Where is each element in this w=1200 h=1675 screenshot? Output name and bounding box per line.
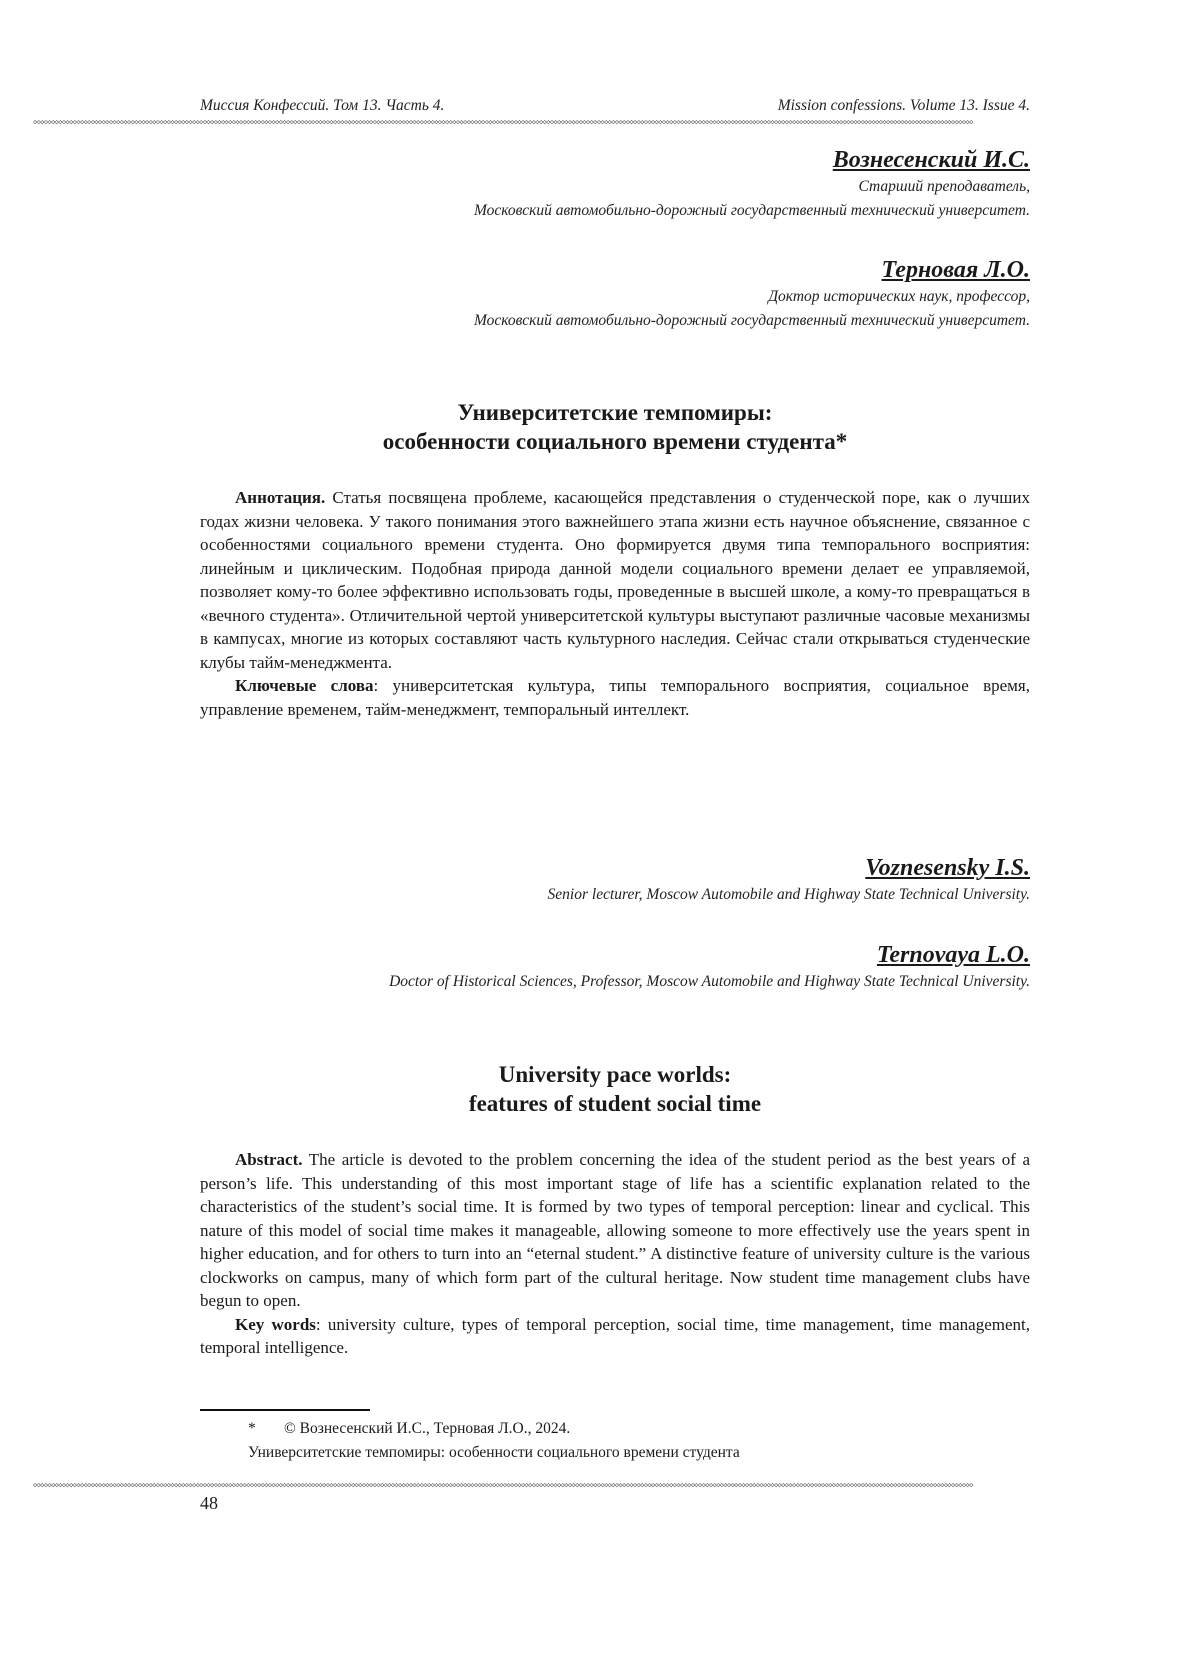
footnote-mark: * [248, 1417, 284, 1441]
ru-author-2-name: Терновая Л.О. [130, 255, 1030, 285]
en-author-2 [130, 940, 1030, 994]
ru-abstract-label: Аннотация. [235, 488, 325, 507]
en-abstract-label: Abstract. [235, 1150, 303, 1169]
en-abstract-paragraph [200, 1148, 1030, 1313]
en-keywords-text: : university culture, types of temporal perception, social time, time management, time management, temporal intelligence. [200, 1315, 1030, 1358]
page-number: 48 [200, 1493, 218, 1514]
ru-author-2 [130, 255, 1030, 333]
ru-author-1-affiliation: Московский автомобильно-дорожный государственный технический университет. [130, 199, 1030, 223]
ru-abstract-paragraph [200, 486, 1030, 674]
footnote-copyright-text: © Вознесенский И.С., Терновая Л.О., 2024. [284, 1420, 570, 1437]
header-journal-ru: Миссия Конфессий. Том 13. Часть 4. [200, 97, 444, 115]
en-title-line-2: features of student social time [200, 1089, 1030, 1118]
top-ornamental-border: ◇◇◇◇◇◇◇◇◇◇◇◇◇◇◇◇◇◇◇◇◇◇◇◇◇◇◇◇◇◇◇◇◇◇◇◇◇◇◇◇◇◇◇◇◇◇◇◇◇◇◇◇◇◇◇◇◇◇◇◇◇◇◇◇◇◇◇◇◇◇◇◇◇◇◇◇◇◇◇◇◇◇◇◇◇◇◇◇◇◇◇◇◇◇◇◇◇◇◇◇◇◇◇◇◇◇◇◇◇◇◇◇◇◇◇◇◇◇◇◇◇◇◇◇◇◇◇◇◇◇◇◇◇◇◇◇◇◇◇◇◇◇◇◇◇◇◇◇◇◇◇◇◇◇◇◇◇◇◇◇◇◇◇◇◇◇◇◇◇◇◇◇◇◇◇◇◇◇◇◇◇◇◇◇◇◇◇◇◇◇◇◇◇◇◇◇◇◇◇◇◇◇◇◇◇◇◇◇◇◇◇◇◇◇◇◇◇◇◇◇◇◇◇◇◇◇◇◇◇◇◇◇◇◇◇◇◇◇◇◇◇◇◇◇◇◇◇◇◇◇◇◇◇◇◇◇◇◇◇◇ [33, 118, 1168, 126]
en-article-title [200, 1060, 1030, 1118]
ru-author-2-position: Доктор исторических наук, профессор, [130, 285, 1030, 309]
ru-author-1-name: Вознесенский И.С. [130, 145, 1030, 175]
en-abstract-text: The article is devoted to the problem concerning the idea of the student period as the best years of a person’s life. This understanding of this most important stage of life has a scientific explanation related to the characteristics of the student’s social time. It is formed by two types of temporal perception: linear and cyclical. This nature of this model of social time makes it manageable, allowing someone to more effectively use the years spent in higher education, and for others to turn into an “eternal student.” A distinctive feature of university culture is the various clockworks on campus, many of which form part of the cultural heritage. Now student time management clubs have begun to open. [200, 1150, 1030, 1310]
en-abstract [200, 1148, 1030, 1360]
en-author-2-name: Ternovaya L.O. [130, 940, 1030, 970]
header-journal-en: Mission confessions. Volume 13. Issue 4. [778, 97, 1030, 115]
footnote-copyright [248, 1417, 740, 1441]
en-author-1-name: Voznesensky I.S. [130, 853, 1030, 883]
en-title-line-1: University pace worlds: [200, 1060, 1030, 1089]
ru-abstract [200, 486, 1030, 721]
ru-keywords-label: Ключевые слова [235, 676, 374, 695]
en-author-2-affiliation: Doctor of Historical Sciences, Professor, Moscow Automobile and Highway State Technical University. [130, 970, 1030, 994]
ru-title-line-1: Университетские темпомиры: [200, 398, 1030, 427]
ru-author-2-affiliation: Московский автомобильно-дорожный государственный технический университет. [130, 309, 1030, 333]
footnote-title: Университетские темпомиры: особенности социального времени студента [248, 1441, 740, 1465]
footnote-separator [200, 1409, 370, 1411]
ru-author-1-position: Старший преподаватель, [130, 175, 1030, 199]
ru-author-1 [130, 145, 1030, 223]
ru-article-title [200, 398, 1030, 456]
en-author-1 [130, 853, 1030, 907]
ru-keywords-text: : университетская культура, типы темпорального восприятия, социальное время, управление временем, тайм-менеджмент, темпоральный интеллект. [200, 676, 1030, 719]
journal-page [0, 0, 1200, 1675]
ru-title-line-2: особенности социального времени студента* [200, 427, 1030, 456]
ru-abstract-text: Статья посвящена проблеме, касающейся представления о студенческой поре, как о лучших годах жизни человека. У такого понимания этого важнейшего этапа жизни есть научное объяснение, связанное с особенностями социального времени студента. Оно формируется двумя типа темпорального восприятия: линейным и циклическим. Подобная природа данной модели социального времени делает ее управляемой, позволяет кому-то более эффективно использовать годы, проведенные в высшей школе, а кому-то превращаться в «вечного студента». Отличительной чертой университетской культуры выступают различные часовые механизмы в кампусах, многие из которых составляют часть культурного наследия. Сейчас стали открываться студенческие клубы тайм-менеджмента. [200, 488, 1030, 672]
footnote [248, 1417, 740, 1465]
en-author-1-affiliation: Senior lecturer, Moscow Automobile and Highway State Technical University. [130, 883, 1030, 907]
bottom-ornamental-border: ◇◇◇◇◇◇◇◇◇◇◇◇◇◇◇◇◇◇◇◇◇◇◇◇◇◇◇◇◇◇◇◇◇◇◇◇◇◇◇◇◇◇◇◇◇◇◇◇◇◇◇◇◇◇◇◇◇◇◇◇◇◇◇◇◇◇◇◇◇◇◇◇◇◇◇◇◇◇◇◇◇◇◇◇◇◇◇◇◇◇◇◇◇◇◇◇◇◇◇◇◇◇◇◇◇◇◇◇◇◇◇◇◇◇◇◇◇◇◇◇◇◇◇◇◇◇◇◇◇◇◇◇◇◇◇◇◇◇◇◇◇◇◇◇◇◇◇◇◇◇◇◇◇◇◇◇◇◇◇◇◇◇◇◇◇◇◇◇◇◇◇◇◇◇◇◇◇◇◇◇◇◇◇◇◇◇◇◇◇◇◇◇◇◇◇◇◇◇◇◇◇◇◇◇◇◇◇◇◇◇◇◇◇◇◇◇◇◇◇◇◇◇◇◇◇◇◇◇◇◇◇◇◇◇◇◇◇◇◇◇◇◇◇◇◇◇◇◇◇◇◇◇◇◇◇◇◇◇◇◇ [33, 1481, 1168, 1489]
en-keywords-label: Key words [235, 1315, 316, 1334]
en-keywords-paragraph [200, 1313, 1030, 1360]
ru-keywords-paragraph [200, 674, 1030, 721]
